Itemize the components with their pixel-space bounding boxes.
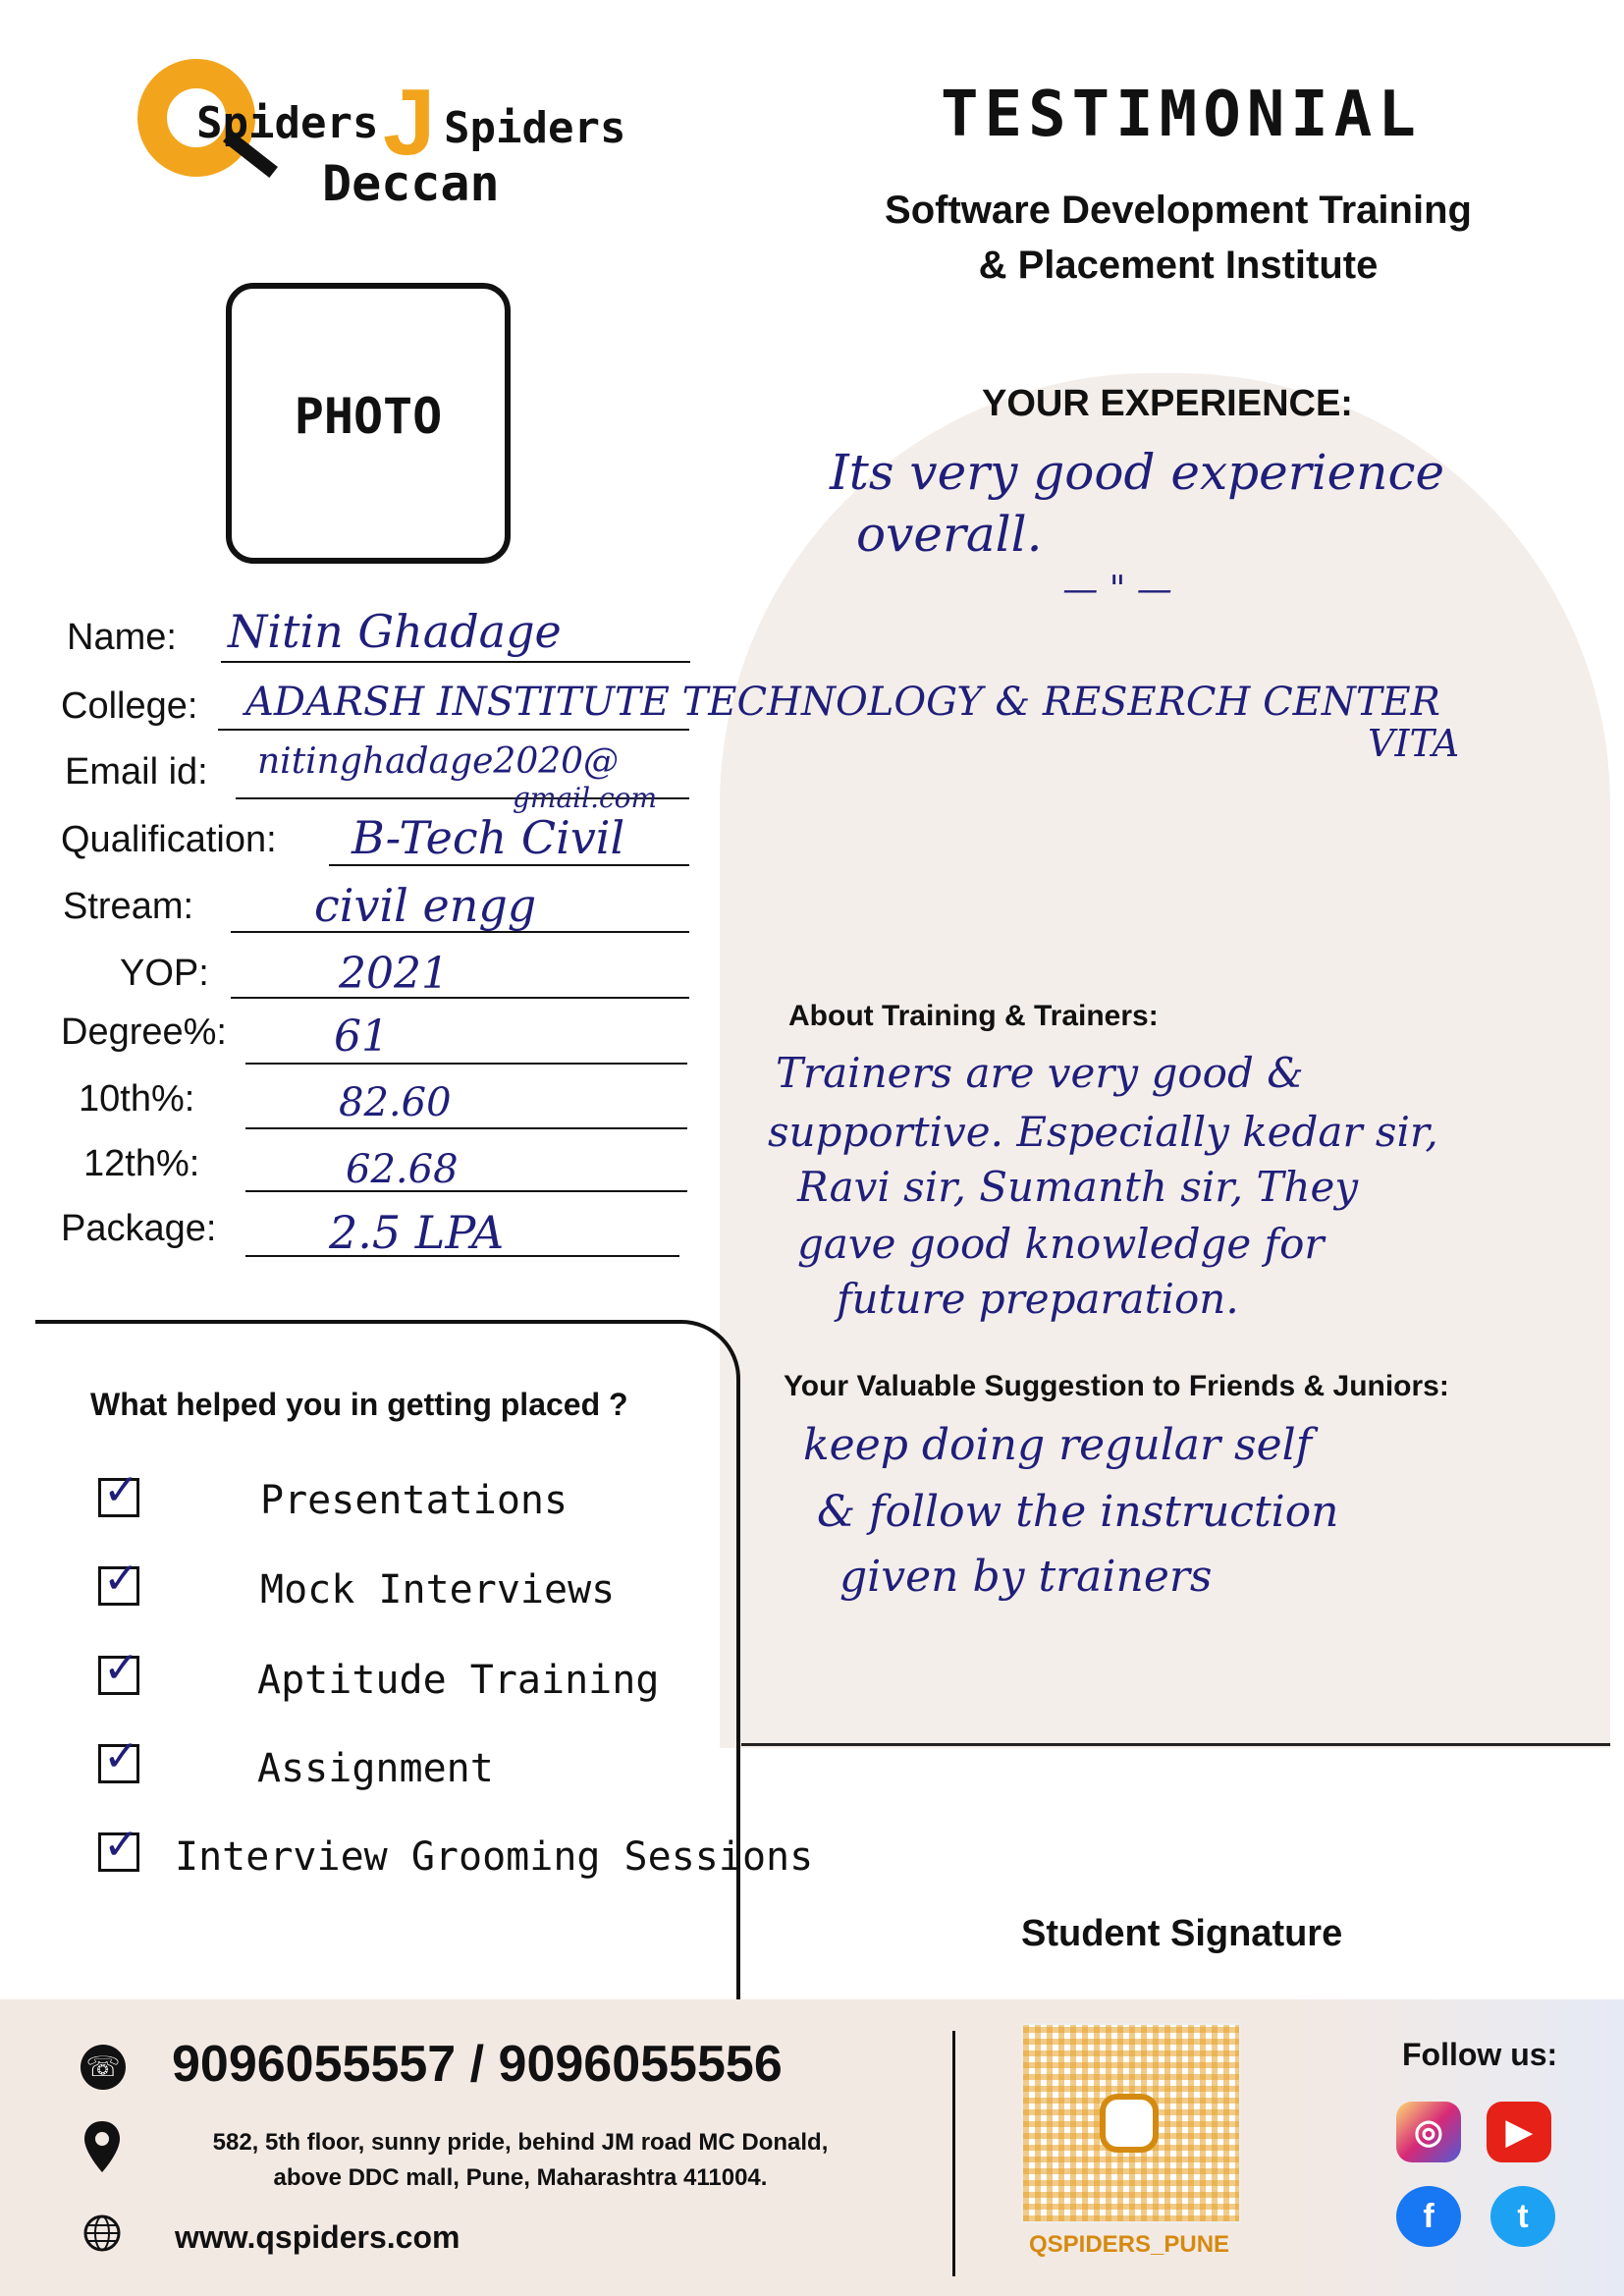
name-value: Nitin Ghadage: [228, 605, 562, 658]
footer-divider: [952, 2031, 955, 2276]
logo-j-letter: J: [383, 70, 436, 175]
tenth-value: 82.60: [339, 1080, 452, 1125]
checklist-item-presentations: Presentations: [260, 1478, 568, 1523]
facebook-icon[interactable]: f: [1396, 2186, 1461, 2247]
phone-icon: ☏: [81, 2045, 126, 2090]
globe-icon: [82, 2214, 122, 2253]
photo-label: PHOTO: [294, 388, 443, 445]
experience-line-3: — " —: [1062, 570, 1172, 610]
yop-label: YOP:: [120, 953, 209, 994]
training-line-3: Ravi sir, Sumanth sir, They: [797, 1163, 1359, 1211]
training-line-2: supportive. Especially kedar sir,: [768, 1108, 1438, 1156]
location-pin-icon: [82, 2119, 122, 2174]
checklist-item-interview-grooming: Interview Grooming Sessions: [175, 1834, 814, 1880]
experience-title: YOUR EXPERIENCE:: [982, 383, 1353, 424]
yop-value: 2021: [339, 949, 449, 999]
logo-deccan-text: Deccan: [322, 155, 500, 212]
check-mark-icon: ✓: [103, 1465, 139, 1515]
degree-value: 61: [334, 1011, 389, 1062]
qr-label: QSPIDERS_PUNE: [1028, 2231, 1230, 2258]
footer-address-line-2: above DDC mall, Pune, Maharashtra 411004.: [273, 2164, 768, 2191]
stream-value: civil engg: [314, 879, 537, 932]
logo-qspiders-text: Spiders: [196, 98, 379, 148]
degree-line: [245, 1063, 687, 1065]
checklist-item-assignment: Assignment: [257, 1746, 494, 1791]
college-value: ADARSH INSTITUTE TECHNOLOGY & RESERCH CENTER: [245, 680, 1440, 725]
instagram-icon[interactable]: ◎: [1396, 2102, 1461, 2162]
package-value: 2.5 LPA: [329, 1206, 505, 1259]
experience-line-2: overall.: [856, 506, 1043, 563]
page-title: TESTIMONIAL: [941, 79, 1422, 151]
tenth-line: [245, 1127, 687, 1129]
checkbox-mock-interviews[interactable]: [98, 1554, 139, 1606]
footer-website[interactable]: www.qspiders.com: [175, 2219, 460, 2255]
training-line-5: future preparation.: [837, 1275, 1239, 1323]
checkbox-presentations[interactable]: [98, 1465, 139, 1517]
logo-jspiders-text: Spiders: [444, 103, 626, 153]
college-line: [218, 729, 689, 731]
email-value: nitinghadage2020@: [257, 741, 620, 782]
college-label: College:: [61, 685, 198, 727]
suggestion-line-2: & follow the instruction: [817, 1487, 1339, 1537]
signature-label: Student Signature: [1021, 1913, 1343, 1954]
checkbox-assignment[interactable]: [98, 1731, 139, 1783]
subtitle-line-2: & Placement Institute: [978, 244, 1379, 287]
check-mark-icon: ✓: [103, 1731, 139, 1781]
subtitle-line-1: Software Development Training: [885, 189, 1472, 232]
checklist-title: What helped you in getting placed ?: [90, 1387, 628, 1422]
name-label: Name:: [67, 617, 177, 658]
instagram-icon: [1100, 2094, 1159, 2153]
checklist-item-aptitude-training: Aptitude Training: [257, 1658, 660, 1703]
training-line-1: Trainers are very good &: [776, 1049, 1304, 1097]
training-line-4: gave good knowledge for: [797, 1220, 1325, 1268]
stream-label: Stream:: [63, 886, 194, 927]
training-title: About Training & Trainers:: [788, 1000, 1159, 1032]
qualification-label: Qualification:: [61, 819, 277, 860]
twelfth-value: 62.68: [346, 1147, 459, 1192]
twitter-icon[interactable]: t: [1490, 2186, 1555, 2247]
footer-address-line-1: 582, 5th floor, sunny pride, behind JM road MC Donald,: [212, 2129, 829, 2156]
check-mark-icon: ✓: [103, 1820, 139, 1870]
follow-us-label: Follow us:: [1402, 2037, 1558, 2072]
twelfth-line: [245, 1190, 687, 1192]
suggestion-line-3: given by trainers: [839, 1552, 1213, 1602]
tenth-label: 10th%:: [79, 1078, 195, 1120]
check-mark-icon: ✓: [103, 1554, 139, 1604]
checkbox-aptitude-training[interactable]: [98, 1643, 139, 1695]
signature-divider: [741, 1743, 1610, 1746]
college-value-2: VITA: [1368, 722, 1460, 765]
email-label: Email id:: [65, 751, 208, 793]
footer-phone[interactable]: 9096055557 / 9096055556: [172, 2036, 783, 2093]
checklist-item-mock-interviews: Mock Interviews: [260, 1567, 616, 1613]
experience-line-1: Its very good experience: [830, 444, 1445, 501]
degree-label: Degree%:: [61, 1011, 227, 1053]
qualification-value: B-Tech Civil: [352, 811, 625, 864]
suggestion-line-1: keep doing regular self: [803, 1420, 1312, 1470]
yop-line: [231, 997, 689, 999]
check-mark-icon: ✓: [103, 1643, 139, 1693]
suggestion-title: Your Valuable Suggestion to Friends & Juniors:: [784, 1370, 1449, 1402]
twelfth-label: 12th%:: [83, 1143, 200, 1184]
email-value-2: gmail.com: [513, 782, 658, 814]
package-label: Package:: [61, 1208, 217, 1249]
qualification-line: [329, 864, 689, 866]
checkbox-interview-grooming[interactable]: [98, 1820, 139, 1872]
name-line: [221, 661, 690, 663]
youtube-icon[interactable]: ▶: [1487, 2102, 1551, 2162]
